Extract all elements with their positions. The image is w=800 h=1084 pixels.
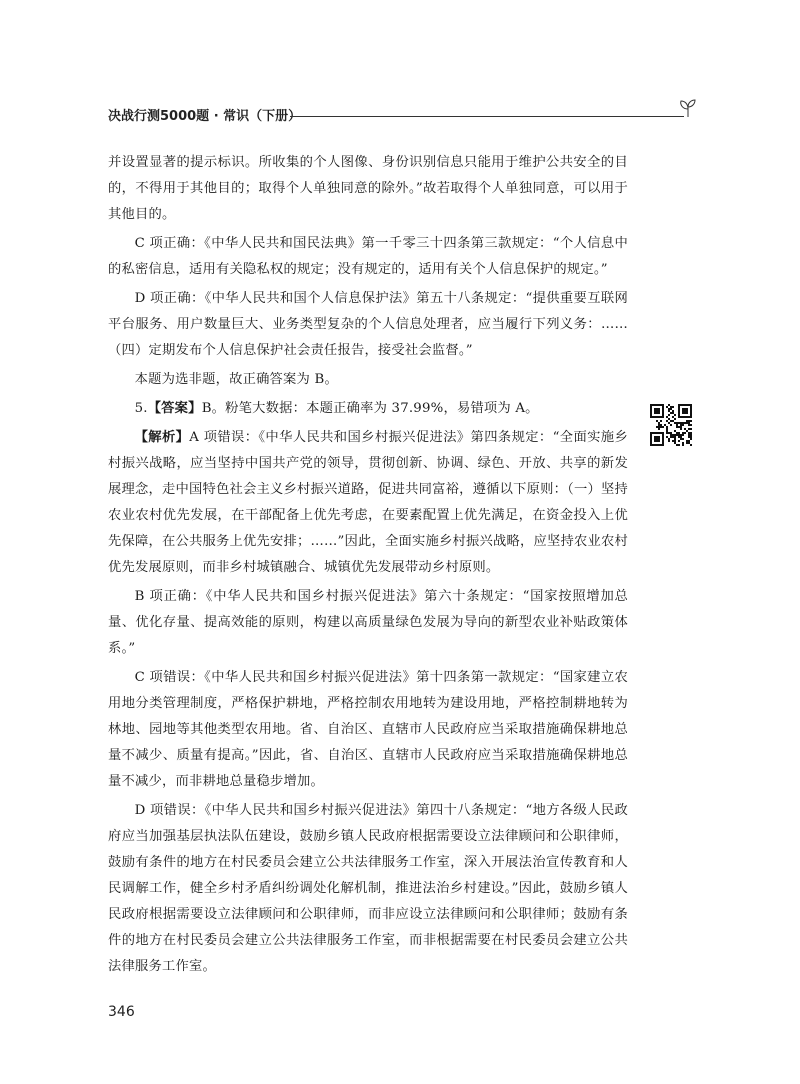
paragraph: B 项正确：《中华人民共和国乡村振兴促进法》第六十条规定：“国家按照增加总量、优化存量、提高效能的原则，构建以高质量绿色发展为导向的新型农业补贴政策体系。” <box>108 589 628 656</box>
qr-code-icon[interactable] <box>650 404 692 446</box>
question-number: 5. <box>134 401 148 416</box>
paragraph: D 项错误：《中华人民共和国乡村振兴促进法》第四十八条规定：“地方各级人民政府应当加强基层执法队伍建设，鼓励乡镇人民政府根据需要设立法律顾问和公职律师，鼓励有条件的地方在村民委员会建立公共法律服务工作室，深入开展法治宣传教育和人民调解工作，健全乡村矛盾纠纷调处化解机制，推进法治乡村建设。”因此，鼓励乡镇人民政府根据需要设立法律顾问和公职律师，而非应设立法律顾问和公职律师；鼓励有条件的地方在村民委员会建立公共法律服务工作室，而非根据需要在村民委员会建立公共法律服务工作室。 <box>108 803 628 974</box>
analysis-paragraph: 【解析】A 项错误：《中华人民共和国乡村振兴促进法》第四条规定：“全面实施乡村振兴战略，应当坚持中国共产党的领导，贯彻创新、协调、绿色、开放、共享的新发展理念，走中国特色社会主义乡村振兴道路，促进共同富裕，遵循以下原则：（一）坚持农业农村优先发展，在干部配备上优先考虑，在要素配置上优先满足，在资金投入上优先保障，在公共服务上优先安排；……”因此，全面实施乡村振兴战略，应坚持农业农村优先发展原则，而非乡村城镇融合、城镇优先发展带动乡村原则。 <box>108 430 628 575</box>
answer-tag: 【答案】 <box>147 401 202 416</box>
book-title: 决战行测5000题 · 常识（下册） <box>108 109 302 124</box>
running-header <box>108 104 698 126</box>
paragraph: C 项正确：《中华人民共和国民法典》第一千零三十四条第三款规定：“个人信息中的私密信息，适用有关隐私权的规定；没有规定的，适用有关个人信息保护的规定。” <box>108 236 628 277</box>
paragraph: 本题为选非题，故正确答案为 B。 <box>134 372 338 387</box>
page-number: 346 <box>108 1004 135 1020</box>
paragraph: C 项错误：《中华人民共和国乡村振兴促进法》第十四条第一款规定：“国家建立农用地分类管理制度，严格保护耕地，严格控制农用地转为建设用地，严格控制耕地转为林地、园地等其他类型农用地。省、自治区、直辖市人民政府应当采取措施确保耕地总量不减少、质量有提高。”因此，省、自治区、直辖市人民政府应当采取措施确保耕地总量不减少，而非耕地总量稳步增加。 <box>108 670 628 789</box>
paragraph: 并设置显著的提示标识。所收集的个人图像、身份识别信息只能用于维护公共安全的目的，不得用于其他目的；取得个人单独同意的除外。”故若取得个人单独同意，可以用于其他目的。 <box>108 155 628 222</box>
answer-paragraph: 5.【答案】B。粉笔大数据：本题正确率为 37.99%，易错项为 A。 <box>134 401 539 416</box>
paragraph: D 项正确：《中华人民共和国个人信息保护法》第五十八条规定：“提供重要互联网平台服务、用户数量巨大、业务类型复杂的个人信息处理者，应当履行下列义务：……（四）定期发布个人信息保护社会责任报告，接受社会监督。” <box>108 291 628 358</box>
analysis-tag: 【解析】 <box>134 430 190 445</box>
sprout-icon <box>678 98 698 118</box>
body-text <box>108 150 628 983</box>
header-rule <box>290 116 684 117</box>
